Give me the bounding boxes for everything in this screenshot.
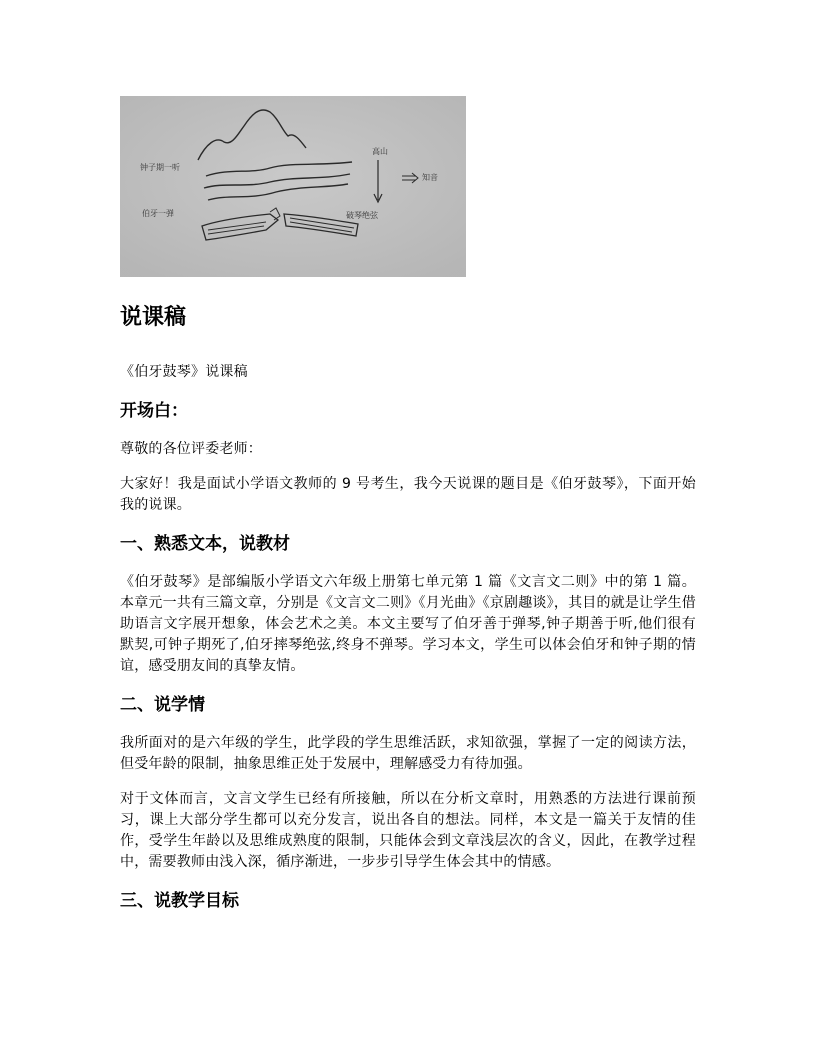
opening-heading: 开场白： (120, 401, 188, 421)
section-1-paragraph: 《伯牙鼓琴》是部编版小学语文六年级上册第七单元第 1 篇《文言文二则》中的第 1 篇。本章元一共有三篇文章，分别是《文言文二则》《月光曲》《京剧趣谈》，其目的就是让学生借助语言文字展开想象，体会艺术之美。本文主要写了伯牙善于弹琴,钟子期善于听,他们很有默契,可钟子期死了,伯牙摔琴绝弦,终身不弹琴。学习本文，学生可以体会伯牙和钟子期的情谊，感受朋友间的真挚友情。 (120, 574, 696, 674)
section-2-heading: 二、说学情 (120, 695, 205, 715)
section-3-heading: 三、说教学目标 (120, 891, 239, 911)
document-subtitle: 《伯牙鼓琴》说课稿 (120, 364, 248, 380)
label-right-top: 知音 (422, 173, 438, 182)
document-title: 说课稿 (120, 305, 187, 330)
label-left-top: 钟子期一听 (140, 163, 180, 172)
section-2-paragraph-1: 我所面对的是六年级的学生，此学段的学生思维活跃，求知欲强，掌握了一定的阅读方法，但受年龄的限制，抽象思维正处于发展中，理解感受力有待加强。 (120, 735, 696, 772)
blackboard-sketch-image (120, 96, 466, 277)
label-arrow: 高山 (372, 147, 388, 156)
label-right-bottom: 破琴绝弦 (346, 211, 378, 220)
greeting-paragraph: 尊敬的各位评委老师： (120, 441, 262, 457)
intro-paragraph: 大家好！我是面试小学语文教师的 9 号考生，我今天说课的题目是《伯牙鼓琴》，下面开始我的说课。 (120, 476, 696, 513)
section-1-heading: 一、熟悉文本，说教材 (120, 534, 290, 554)
section-2-paragraph-2: 对于文体而言，文言文学生已经有所接触，所以在分析文章时，用熟悉的方法进行课前预习，课上大部分学生都可以充分发言，说出各自的想法。同样，本文是一篇关于友情的佳作，受学生年龄以及思维成熟度的限制，只能体会到文章浅层次的含义，因此，在教学过程中，需要教师由浅入深，循序渐进，一步步引导学生体会其中的情感。 (120, 791, 696, 870)
document-body (120, 300, 696, 929)
label-left-bottom: 伯牙一弹 (142, 209, 174, 218)
